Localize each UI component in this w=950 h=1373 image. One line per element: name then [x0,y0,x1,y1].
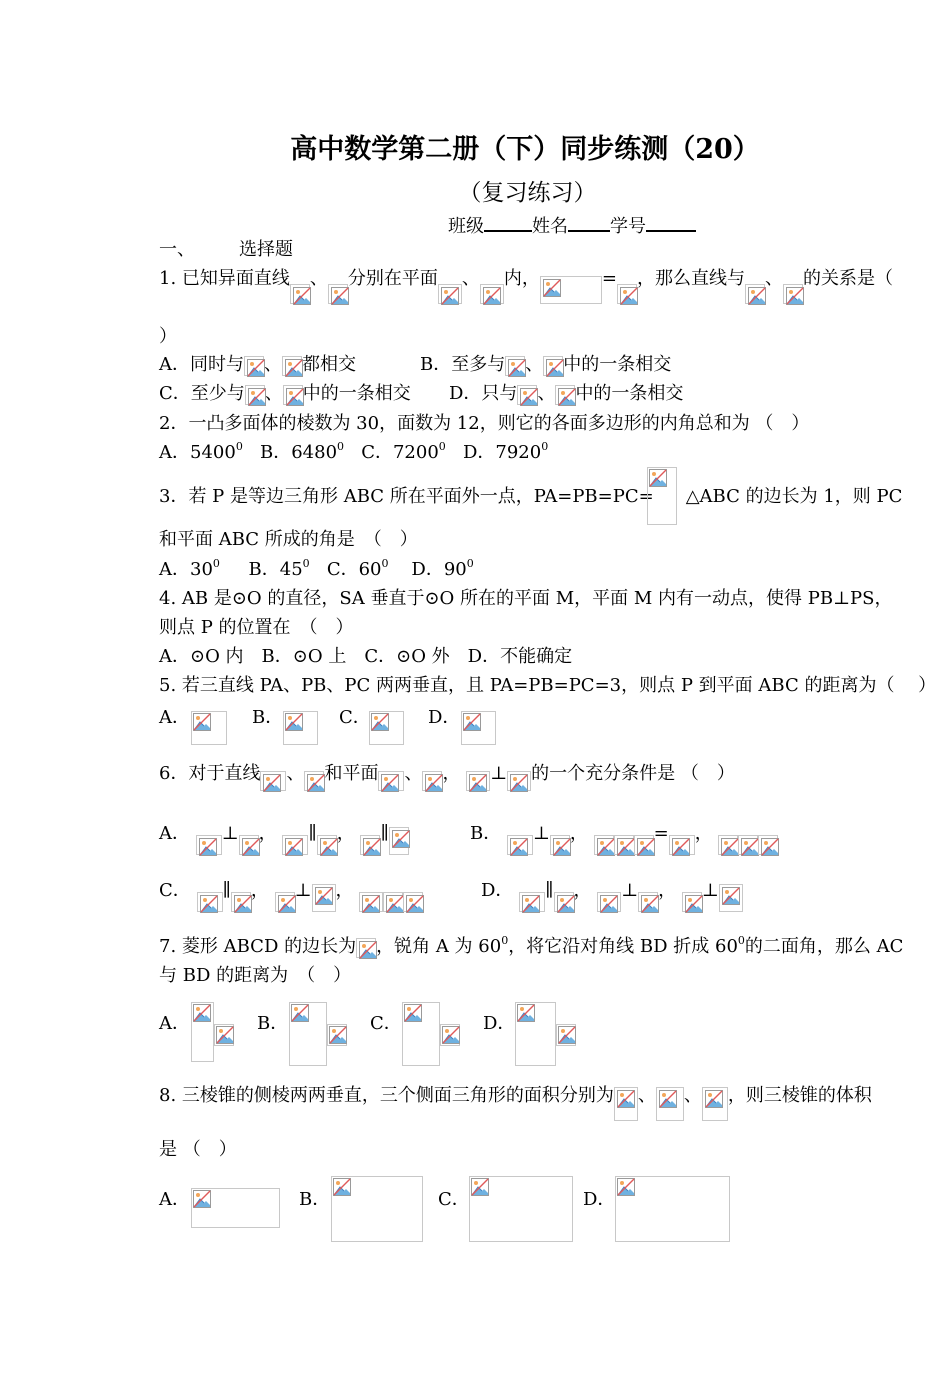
q3-options[interactable]: A．$30^0$ B．$45^0$ C．$60^0$ D．$90^0$ [159,557,474,580]
q8-option-a-label[interactable]: A． [159,1189,190,1210]
q8-option-c-label[interactable]: C． [438,1189,470,1210]
broken-image-icon [402,1002,440,1066]
broken-image-icon [469,1176,573,1242]
broken-image-icon [282,835,308,855]
q6-stem: 6．对于直线 、 和平面 、 ， ⊥ 的一个充分条件是 （ ） [159,762,735,791]
q6-option-b[interactable]: B． ⊥ ， = ， [470,822,778,855]
broken-image-icon [617,284,637,304]
q1-option-c[interactable]: C．至少与 、 中的一条相交 [159,383,411,404]
broken-image-icon [505,356,525,376]
broken-image-icon [197,892,223,912]
broken-image-icon [540,276,602,304]
broken-image-icon [356,938,376,958]
name-label: 姓名 [532,216,568,237]
broken-image-icon [783,284,803,304]
broken-image-icon [328,284,348,304]
broken-image-icon [239,835,259,855]
q6-option-a[interactable]: A． ⊥ ， ∥ ， ∥ [159,822,409,855]
broken-image-icon [360,835,380,855]
broken-image-icon [289,1002,327,1066]
broken-image-icon [554,892,574,912]
broken-image-icon [638,892,658,912]
broken-image-icon [283,711,318,745]
q1-option-d[interactable]: D．只与 、 中的一条相交 [449,383,684,404]
broken-image-icon [403,892,423,912]
broken-image-icon [543,356,563,376]
broken-image-icon [556,1024,576,1046]
broken-image-icon [614,1087,638,1121]
q6-option-c[interactable]: C． ∥ ， ⊥ ， [159,879,423,912]
q1-stem: 1. 已知异面直线 、 分别在平面 、 内， = ，那么直线与 、 的关系是（ [159,267,893,304]
broken-image-icon [275,892,295,912]
q5-option-b-label[interactable]: B． [252,707,284,728]
broken-image-icon [738,835,758,855]
broken-image-icon [555,385,575,405]
broken-image-icon [656,1087,684,1121]
q7-stem: 7. 菱形 ABCD 的边长为 ，锐角 A 为 $60^0$，将它沿对角线 BD 折成 $60^0$的二面角，那么 AC [159,934,904,957]
broken-image-icon [331,1176,423,1242]
q5-option-a-label[interactable]: A． [159,707,190,728]
broken-image-icon [282,356,302,376]
broken-image-icon [191,1002,214,1062]
broken-image-icon [461,711,496,745]
section-name: 选择题 [239,239,293,260]
broken-image-icon [758,835,778,855]
q2-stem: 2．一凸多面体的棱数为 30，面数为 12，则它的各面多边形的内角总和为 （ ） [159,413,810,434]
q4-stem-2: 则点 P 的位置在 （ ） [159,617,354,638]
broken-image-icon [507,771,531,791]
q7-option-c-label[interactable]: C． [370,1013,402,1034]
q1-option-a[interactable]: A．同时与 、 都相交 [159,354,356,375]
broken-image-icon [669,835,695,855]
broken-image-icon [745,284,765,304]
class-blank[interactable] [484,212,532,232]
q7-stem-2: 与 BD 的距离为 （ ） [159,965,352,986]
broken-image-icon [191,1188,280,1228]
broken-image-icon [214,1024,234,1046]
broken-image-icon [283,385,303,405]
class-line [448,212,696,239]
broken-image-icon [718,835,738,855]
q7-option-a-label[interactable]: A． [159,1013,190,1034]
broken-image-icon [517,385,537,405]
q4-options[interactable]: A．⊙O 内 B．⊙O 上 C．⊙O 外 D．不能确定 [159,646,573,667]
broken-image-icon [359,892,383,912]
q5-stem: 5. 若三直线 PA、PB、PC 两两垂直，且 PA=PB=PC=3，则点 P 到平面 ABC 的距离为（ ） [159,675,937,696]
broken-image-icon [260,771,286,791]
broken-image-icon [440,1024,460,1046]
broken-image-icon [244,356,264,376]
page-subtitle: （复习练习） [458,180,597,206]
name-blank[interactable] [568,212,610,232]
broken-image-icon [647,467,677,525]
q6-option-d[interactable]: D． ∥ ， ⊥ ， ⊥ [481,879,743,912]
q5-option-c-label[interactable]: C． [339,707,371,728]
broken-image-icon [466,771,490,791]
broken-image-icon [191,711,227,745]
broken-image-icon [515,1002,556,1066]
broken-image-icon [312,884,336,912]
section-number: 一、 [159,239,195,260]
q8-stem: 8. 三棱锥的侧棱两两垂直，三个侧面三角形的面积分别为 、 、 ，则三棱锥的体积 [159,1084,872,1121]
q7-option-d-label[interactable]: D． [483,1013,516,1034]
q2-options[interactable]: A．5400$^0$ B．6480$^0$ C．7200$^0$ D．7920$^0$ [159,440,549,463]
broken-image-icon [196,835,222,855]
broken-image-icon [438,284,462,304]
broken-image-icon [383,892,403,912]
broken-image-icon [597,892,621,912]
broken-image-icon [480,284,504,304]
q3-stem: 3．若 P 是等边三角形 ABC 所在平面外一点，PA=PB=PC= △ABC 的边长为 1，则 PC [159,486,903,507]
broken-image-icon [290,284,310,304]
broken-image-icon [594,835,614,855]
q8-option-b-label[interactable]: B． [299,1189,331,1210]
q5-option-d-label[interactable]: D． [428,707,461,728]
section-heading [159,238,293,262]
broken-image-icon [245,385,265,405]
page-title: 高中数学第二册（下）同步练测（20） [290,134,760,165]
q4-stem: 4. AB 是⊙O 的直径，SA 垂直于⊙O 所在的平面 M，平面 M 内有一动点，使得 PB⊥PS， [159,588,893,609]
broken-image-icon [422,771,442,791]
broken-image-icon [369,711,404,745]
broken-image-icon [327,1024,347,1046]
broken-image-icon [682,892,702,912]
q1-close: ） [159,326,177,347]
q1-option-b[interactable]: B．至多与 、 中的一条相交 [420,354,672,375]
broken-image-icon [702,1087,728,1121]
broken-image-icon [550,835,570,855]
id-blank[interactable] [646,212,696,232]
broken-image-icon [615,1176,730,1242]
broken-image-icon [519,892,545,912]
broken-image-icon [634,835,654,855]
id-label: 学号 [610,216,646,237]
broken-image-icon [304,771,324,791]
broken-image-icon [507,835,533,855]
broken-image-icon [614,835,634,855]
broken-image-icon [719,884,743,912]
q7-option-b-label[interactable]: B． [257,1013,289,1034]
broken-image-icon [317,835,337,855]
q3-stem-2: 和平面 ABC 所成的角是 （ ） [159,529,418,550]
broken-image-icon [231,892,251,912]
broken-image-icon [378,771,404,791]
q8-stem-2: 是 （ ） [159,1139,237,1160]
broken-image-icon [389,827,409,855]
q8-option-d-label[interactable]: D． [583,1189,616,1210]
class-label: 班级 [448,216,484,237]
